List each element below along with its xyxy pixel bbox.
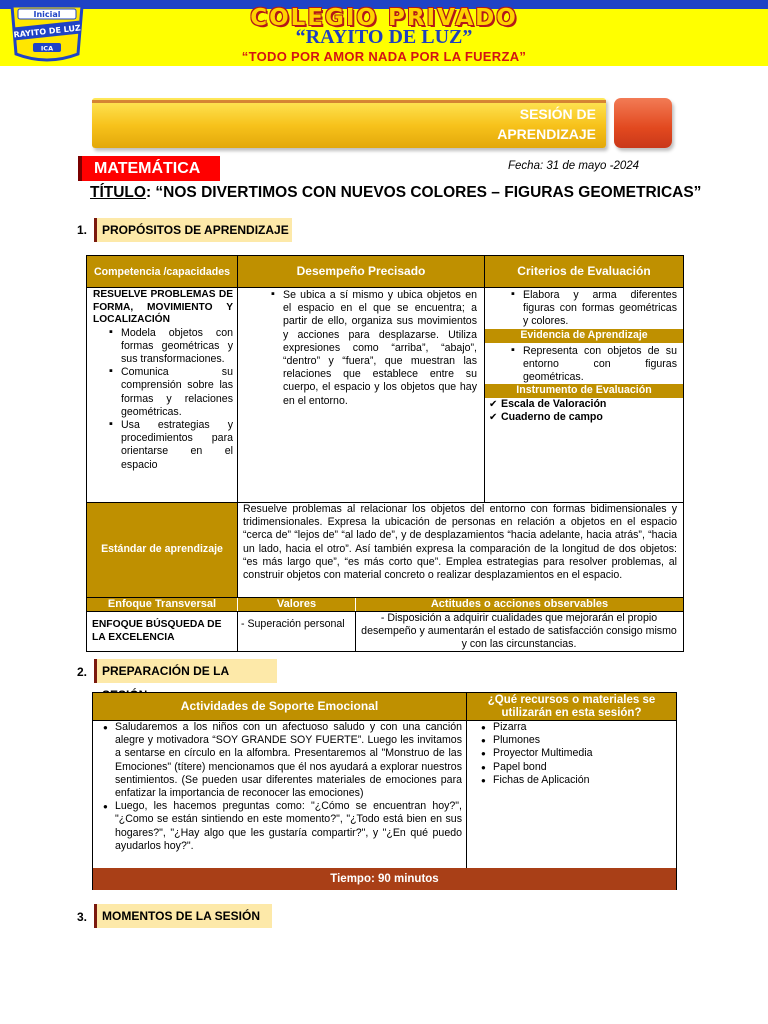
session-title-line1: SESIÓN DE (519, 106, 596, 122)
enfoque-header: Enfoque Transversal (87, 598, 237, 611)
recurso-item: ● Pizarra (479, 721, 669, 734)
instrumento-cell (487, 398, 677, 424)
competencia-title: RESUELVE PROBLEMAS DE FORMA, MOVIMIENTO Y LOCALIZACIÓN (93, 289, 233, 325)
actividades-cell (101, 721, 462, 853)
criterio-list (509, 289, 677, 329)
desempeno-cell (269, 289, 477, 408)
evidencia-list (509, 345, 677, 385)
grid-line (87, 287, 683, 288)
grid-line (355, 611, 356, 651)
section-2-heading: PREPARACIÓN DE LA (94, 659, 277, 683)
section-3-heading: MOMENTOS DE LA SESIÓN (94, 904, 272, 928)
session-title-box (92, 98, 606, 148)
recursos-list (479, 721, 669, 787)
logo-bottom-text: ICA (40, 44, 54, 53)
evidencia-cell (509, 345, 677, 385)
instrumento-item: ✔ Cuaderno de campo (487, 411, 677, 424)
actitud-cell: - Disposición a adquirir cualidades que mejorarán el propio desempeño y aumentarán el estado de satisfacción consigo mismo y con las circunstancias. (361, 612, 677, 651)
grid-line (484, 256, 485, 502)
subject-label: MATEMÁTICA (78, 156, 220, 181)
recurso-item: ● Fichas de Aplicación (479, 774, 669, 787)
actividad-item: ● Saludaremos a los niños con un afectuoso saludo y con una canción alegre y motivadora “SOY GRANDE SOY FUERTE”. Luego les invitamos a sentarse en círculo en la alfombra. Presentaremos al "Monstruo de las Emociones" (títere) mencionamos que él nos ayudará a explorar nuestros sentimientos. (Se pueden usar diferentes materiales de emociones para enfatizar la importancia de reconocer las emociones) (101, 721, 462, 800)
estandar-text: Resuelve problemas al relacionar los objetos del entorno con formas bidimensionales y tridimensionales. Expresa la ubicación de personas en relación a objetos en el espacio “cerca de” “lejos de” “al lado de”, y de desplazamientos “hacia adelante, hacia atrás”, “hacia un lado, hacia el otro”. Así también expresa la comparación de la longitud de dos objetos: “es más largo que”, “es más corto que”. Emplea estrategias para resolver problemas, al construir objetos con material concreto o realizar desplazamientos en el espacio. (243, 503, 677, 582)
instrumento-item: ✔ Escala de Valoración (487, 398, 677, 411)
titulo-label: TÍTULO (90, 184, 146, 201)
capacidad-item: ▪ Modela objetos con formas geométricas y sus transformaciones. (107, 327, 233, 367)
section-3-number: 3. (77, 910, 88, 924)
grid-line (237, 256, 238, 502)
school-name: COLEGIO PRIVADO (250, 5, 518, 31)
header-criterios: Criterios de Evaluación (485, 256, 683, 287)
header-competencia: Competencia /capacidades (87, 256, 237, 287)
competencia-cell (93, 289, 233, 472)
capacidad-item: ▪ Usa estrategias y procedimientos para orientarse en el espacio (107, 419, 233, 472)
estandar-label: Estándar de aprendizaje (87, 503, 237, 597)
evidencia-item: ▪ Representa con objetos de su entorno con figuras geométricas. (509, 345, 677, 385)
criterio-cell (509, 289, 677, 329)
desempeno-item: ▪ Se ubica a sí mismo y ubica objetos en el espacio en el que se encuentra; a partir de ello, organiza sus movimientos y acciones para desplazarse. Utiliza expresiones como “arriba”, “abajo”, “dentro” y “fuera”, que muestran las relaciones que establece entre su cuerpo, el espacio y los objetos que hay en el entorno. (269, 289, 477, 408)
recurso-item: ● Proyector Multimedia (479, 747, 669, 760)
evidencia-header: Evidencia de Aprendizaje (485, 329, 683, 343)
propositos-table (86, 255, 684, 652)
logo-middle-text: RAYITO DE LUZ (13, 23, 82, 40)
actitudes-header: Actitudes o acciones observables (356, 598, 683, 611)
session-date: Fecha: 31 de mayo -2024 (508, 160, 640, 172)
valores-header: Valores (238, 598, 355, 611)
session-accent-box (614, 98, 672, 148)
tiempo-bar: Tiempo: 90 minutos (93, 868, 676, 890)
recurso-item: ● Plumones (479, 734, 669, 747)
grid-line (237, 611, 238, 651)
logo-top-text: Inicial (33, 10, 61, 19)
recursos-cell (479, 721, 669, 787)
criterio-item: ▪ Elabora y arma diferentes figuras con formas geométricas y colores. (509, 289, 677, 329)
capacidad-item: ▪ Comunica su comprensión sobre las formas y relaciones geométricas. (107, 366, 233, 419)
instrumento-header: Instrumento de Evaluación (485, 384, 683, 398)
session-title (486, 104, 596, 144)
recurso-item: ● Papel bond (479, 761, 669, 774)
instrumento-list (487, 398, 677, 424)
preparacion-table (92, 692, 677, 890)
actividades-list (101, 721, 462, 853)
capacidades-list (107, 327, 233, 472)
school-subtitle: “RAYITO DE LUZ” (295, 26, 473, 48)
school-motto: “TODO POR AMOR NADA POR LA FUERZA” (241, 49, 527, 64)
valor-cell: - Superación personal (241, 618, 345, 630)
actividad-item: ● Luego, les hacemos preguntas como: "¿Cómo se encuentran hoy?", "¿Como se están sintiendo en este momento?", "¿Todo está bien en sus hogares?", "¿Hay algo que les gustaría compartir?", y "¿En qué puedo ayudarlos hoy?". (101, 800, 462, 853)
header-actividades: Actividades de Soporte Emocional (93, 693, 466, 720)
desempeno-list (269, 289, 477, 408)
section-1-number: 1. (77, 223, 88, 237)
section-2-number: 2. (77, 665, 88, 679)
section-1-heading: PROPÓSITOS DE APRENDIZAJE (94, 218, 292, 242)
enfoque-cell: ENFOQUE BÚSQUEDA DE LA EXCELENCIA (92, 619, 222, 644)
session-box-stripe (92, 100, 606, 103)
session-titulo (90, 184, 701, 202)
header-recursos: ¿Qué recursos o materiales se utilizarán en esta sesión? (467, 693, 676, 720)
header-banner (0, 0, 768, 66)
header-desempeno: Desempeño Precisado (238, 256, 484, 287)
titulo-text: : “NOS DIVERTIMOS CON NUEVOS COLORES – FIGURAS GEOMETRICAS” (145, 184, 702, 201)
grid-line (237, 502, 238, 597)
session-title-line2: APRENDIZAJE (497, 126, 596, 142)
